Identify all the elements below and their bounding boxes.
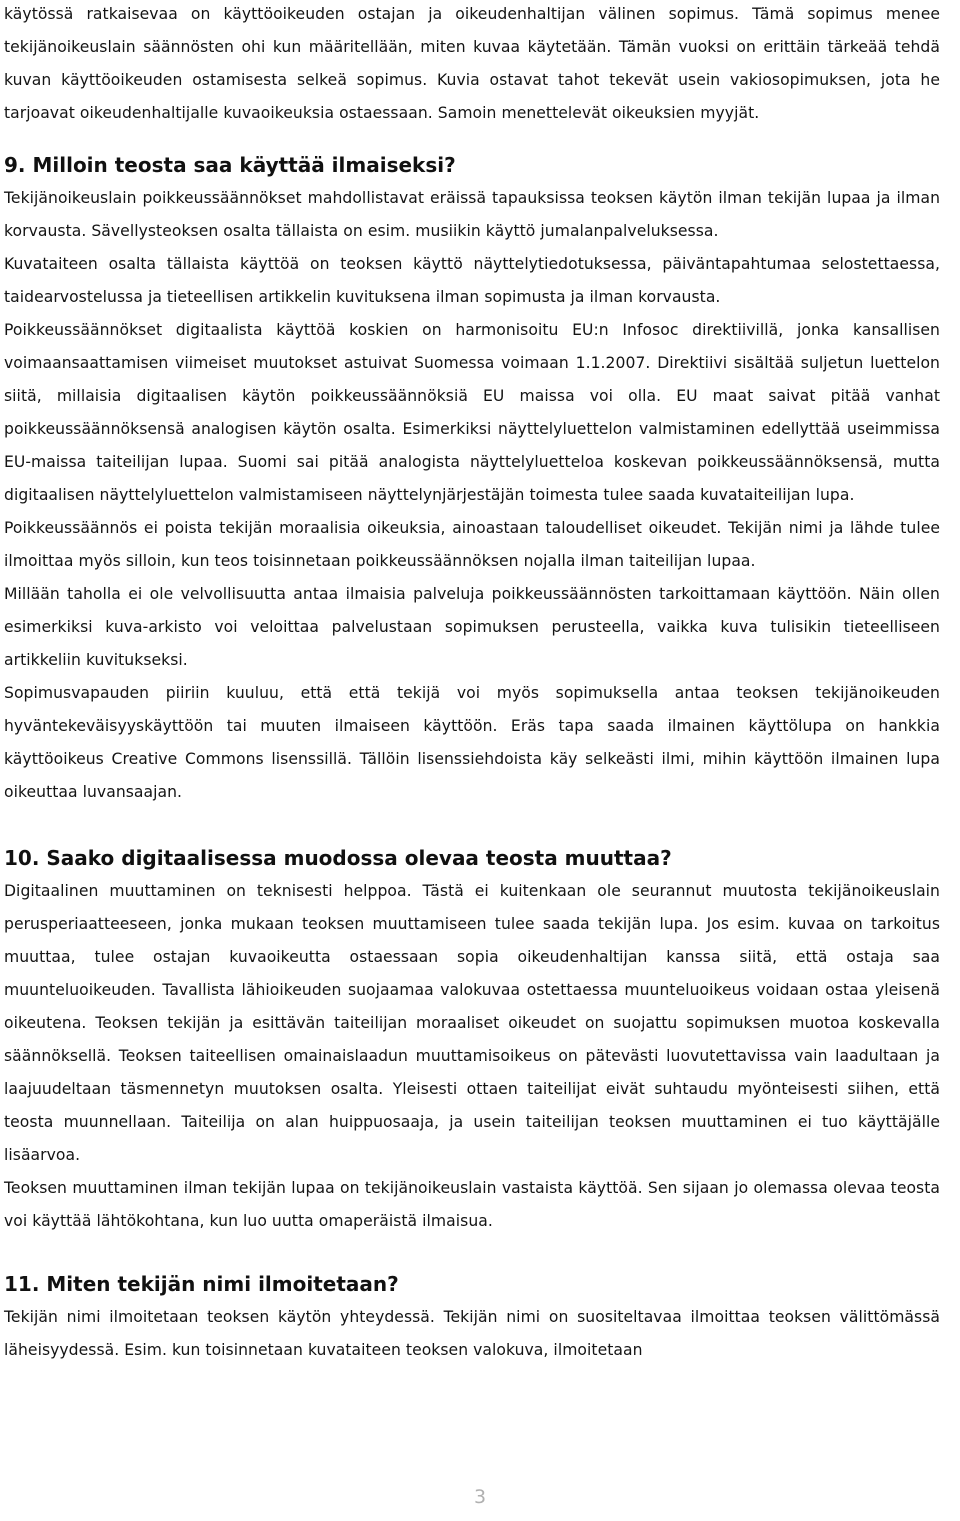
- page-number: 3: [473, 1486, 487, 1508]
- section-9-heading: 9. Milloin teosta saa käyttää ilmaiseksi?: [4, 153, 456, 177]
- section-10-paragraph-1: Digitaalinen muuttaminen on teknisesti helppoa. Tästä ei kuitenkaan ole seurannut muutosta tekijänoikeuslain perusperiaatteeseen, jonka mukaan teoksen muuttamiseen tulee saada tekijän lupa. Jos esim. kuvaa on tarkoitus muuttaa, tulee ostajan kuvaoikeutta ostaessaan sopia oikeudenhaltijan kanssa siitä, että ostaja saa muunteluoikeuden. Tavallista lähioikeuden suojaamaa valokuvaa ostettaessa muunteluoikeus voidaan ostaa yleisenä oikeutena. Teoksen tekijän ja esittävän taiteilijan moraaliset oikeudet on suojattu sopimuksen muotoa koskevalla säännöksellä. Teoksen taiteellisen omainaislaadun muuttamisoikeus on pätevästi luovutettavissa vain laadultaan ja laajuudeltaan täsmennetyn muutoksen osalta. Yleisesti ottaen taiteilijat eivät suhtaudu myönteisesti siihen, että teosta muunnellaan. Taiteilija on alan huippuosaaja, ja usein taiteilijan teoksen muuttaminen ei tuo käyttäjälle lisäarvoa.: [4, 882, 940, 1164]
- section-9-paragraph-2: Kuvataiteen osalta tällaista käyttöä on teoksen käyttö näyttelytiedotuksessa, päiväntapahtumaa selostettaessa, taidearvostelussa ja tieteellisen artikkelin kuvituksena ilman sopimusta ja ilman korvausta.: [4, 255, 940, 306]
- section-10-paragraph-2: Teoksen muuttaminen ilman tekijän lupaa on tekijänoikeuslain vastaista käyttöä. Sen sijaan jo olemassa olevaa teosta voi käyttää lähtökohtana, kun luo uutta omaperäistä ilmaisua.: [4, 1179, 940, 1230]
- section-10-heading: 10. Saako digitaalisessa muodossa olevaa teosta muuttaa?: [4, 846, 672, 870]
- section-9-paragraph-1: Tekijänoikeuslain poikkeussäännökset mahdollistavat eräissä tapauksissa teoksen käytön ilman tekijän lupaa ja ilman korvausta. Sävellysteoksen osalta tällaista on esim. musiikin käyttö jumalanpalveluksessa.: [4, 189, 940, 240]
- section-9-paragraph-4: Poikkeussäännös ei poista tekijän moraalisia oikeuksia, ainoastaan taloudelliset oikeudet. Tekijän nimi ja lähde tulee ilmoittaa myös silloin, kun teos toisinnetaan poikkeussäännöksen nojalla ilman taiteilijan lupaa.: [4, 519, 940, 570]
- section-9-paragraph-5: Millään taholla ei ole velvollisuutta antaa ilmaisia palveluja poikkeussäännösten tarkoittamaan käyttöön. Näin ollen esimerkiksi kuva-arkisto voi veloittaa palvelustaan sopimuksen perusteella, vaikka kuva tulisikin tieteelliseen artikkeliin kuvitukseksi.: [4, 585, 940, 669]
- intro-paragraph: käytössä ratkaisevaa on käyttöoikeuden ostajan ja oikeudenhaltijan välinen sopimus. Tämä sopimus menee tekijänoikeuslain säännösten ohi kun määritellään, miten kuvaa käytetään. Tämän vuoksi on erittäin tärkeää tehdä kuvan käyttöoikeuden ostamisesta selkeä sopimus. Kuvia ostavat tahot tekevät usein vakiosopimuksen, jota he tarjoavat oikeudenhaltijalle kuvaoikeuksia ostaessaan. Samoin menettelevät oikeuksien myyjät.: [4, 5, 940, 122]
- section-9-paragraph-6: Sopimusvapauden piiriin kuuluu, että että tekijä voi myös sopimuksella antaa teoksen tekijänoikeuden hyväntekeväisyyskäyttöön tai muuten ilmaiseen käyttöön. Eräs tapa saada ilmainen käyttölupa on hankkia käyttöoikeus Creative Commons lisenssillä. Tällöin lisenssiehdoista käy selkeästi ilmi, mihin käyttöön ilmainen lupa oikeuttaa luvansaajan.: [4, 684, 940, 801]
- section-11-paragraph-1: Tekijän nimi ilmoitetaan teoksen käytön yhteydessä. Tekijän nimi on suositeltavaa ilmoittaa teoksen välittömässä läheisyydessä. Esim. kun toisinnetaan kuvataiteen teoksen valokuva, ilmoitetaan: [4, 1308, 940, 1359]
- section-9-paragraph-3: Poikkeussäännökset digitaalista käyttöä koskien on harmonisoitu EU:n Infosoc direktiivillä, jonka kansallisen voimaansaattamisen viimeiset muutokset astuivat Suomessa voimaan 1.1.2007. Direktiivi sisältää suljetun luettelon siitä, millaisia digitaalisen käytön poikkeussäännöksiä EU maissa voi olla. EU maat saivat pitää vanhat poikkeussäännöksensä analogisen käytön osalta. Esimerkiksi näyttelyluettelon valmistaminen edellyttää useimmissa EU-maissa taiteilijan lupaa. Suomi sai pitää analogista näyttelyluetteloa koskevan poikkeussäännöksensä, mutta digitaalisen näyttelyluettelon valmistamiseen näyttelynjärjestäjän toimesta tulee saada kuvataiteilijan lupa.: [4, 321, 940, 504]
- section-11-heading: 11. Miten tekijän nimi ilmoitetaan?: [4, 1272, 399, 1296]
